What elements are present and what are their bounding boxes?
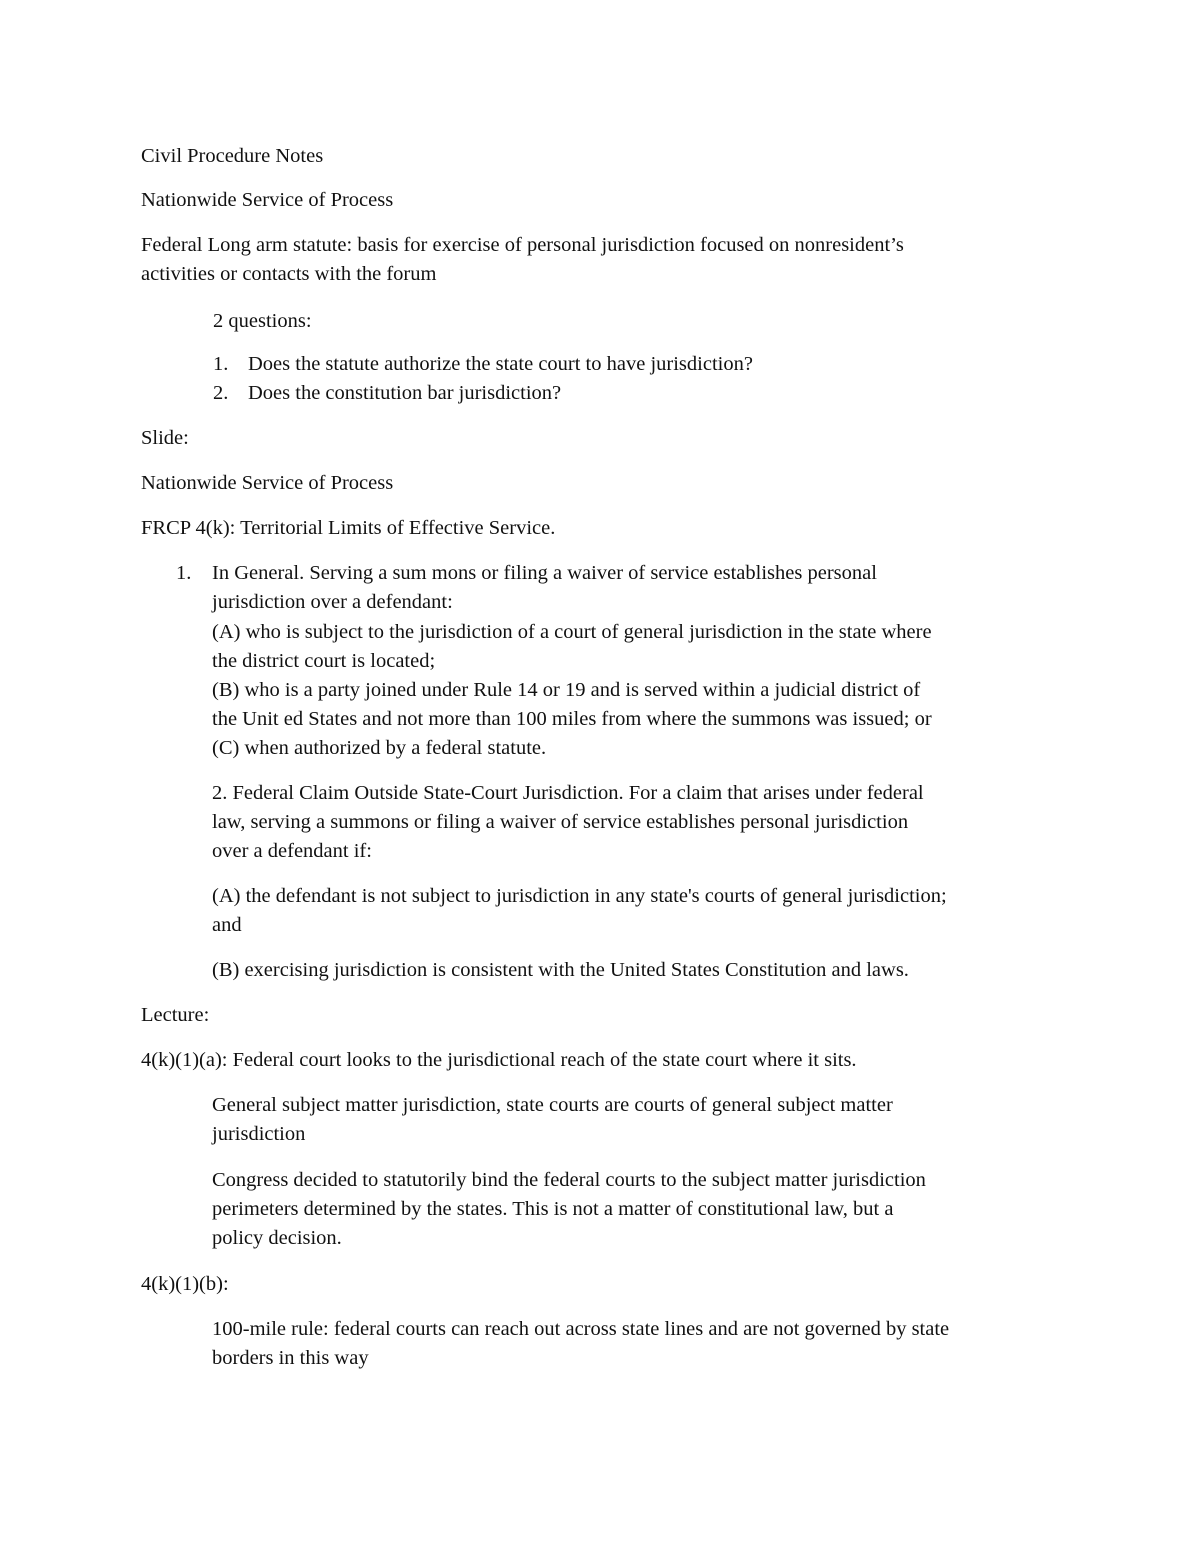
- item-1-line: the district court is located;: [212, 650, 436, 672]
- longarm-line-2: activities or contacts with the forum: [141, 263, 437, 285]
- rule-4k1a: 4(k)(1)(a): Federal court looks to the jurisdictional reach of the state court where it sits.: [141, 1049, 857, 1071]
- lecture-label: Lecture:: [141, 1004, 210, 1026]
- questions-label: 2 questions:: [213, 310, 312, 332]
- frcp-title: FRCP 4(k): Territorial Limits of Effective Service.: [141, 517, 556, 539]
- item-1-line: the Unit ed States and not more than 100 miles from where the summons was issued; or: [212, 708, 932, 730]
- item-2-line: 2. Federal Claim Outside State-Court Jurisdiction. For a claim that arises under federal: [212, 782, 924, 804]
- heading-nationwide-service-2: Nationwide Service of Process: [141, 472, 394, 494]
- heading-nationwide-service: Nationwide Service of Process: [141, 189, 394, 211]
- question-number: 2.: [213, 382, 229, 404]
- hundred-mile-line: 100-mile rule: federal courts can reach out across state lines and are not governed by state: [212, 1318, 950, 1340]
- question-text: Does the statute authorize the state court to have jurisdiction?: [248, 353, 753, 375]
- item-1-line: (C) when authorized by a federal statute.: [212, 737, 547, 759]
- longarm-line-1: Federal Long arm statute: basis for exercise of personal jurisdiction focused on nonresident’s: [141, 234, 904, 256]
- general-sm-line: General subject matter jurisdiction, state courts are courts of general subject matter: [212, 1094, 893, 1116]
- item-2a-line: (A) the defendant is not subject to jurisdiction in any state's courts of general jurisdiction;: [212, 885, 947, 907]
- congress-line: perimeters determined by the states. This is not a matter of constitutional law, but a: [212, 1198, 894, 1220]
- item-1-line: (A) who is subject to the jurisdiction of a court of general jurisdiction in the state where: [212, 621, 932, 643]
- congress-line: Congress decided to statutorily bind the federal courts to the subject matter jurisdiction: [212, 1169, 926, 1191]
- rule-4k1b: 4(k)(1)(b):: [141, 1273, 229, 1295]
- slide-label: Slide:: [141, 427, 189, 449]
- item-1-number: 1.: [176, 562, 192, 584]
- item-2a-line: and: [212, 914, 242, 936]
- question-text: Does the constitution bar jurisdiction?: [248, 382, 562, 404]
- document-title: Civil Procedure Notes: [141, 145, 324, 167]
- item-1-line: jurisdiction over a defendant:: [212, 591, 453, 613]
- hundred-mile-line: borders in this way: [212, 1347, 369, 1369]
- general-sm-line: jurisdiction: [212, 1123, 306, 1145]
- question-number: 1.: [213, 353, 229, 375]
- item-2-line: law, serving a summons or filing a waiver of service establishes personal jurisdiction: [212, 811, 909, 833]
- item-1-line: (B) who is a party joined under Rule 14 or 19 and is served within a judicial district of: [212, 679, 921, 701]
- item-2b-line: (B) exercising jurisdiction is consistent with the United States Constitution and laws.: [212, 959, 909, 981]
- item-2-line: over a defendant if:: [212, 840, 372, 862]
- item-1-line: In General. Serving a sum mons or filing a waiver of service establishes personal: [212, 562, 877, 584]
- congress-line: policy decision.: [212, 1227, 342, 1249]
